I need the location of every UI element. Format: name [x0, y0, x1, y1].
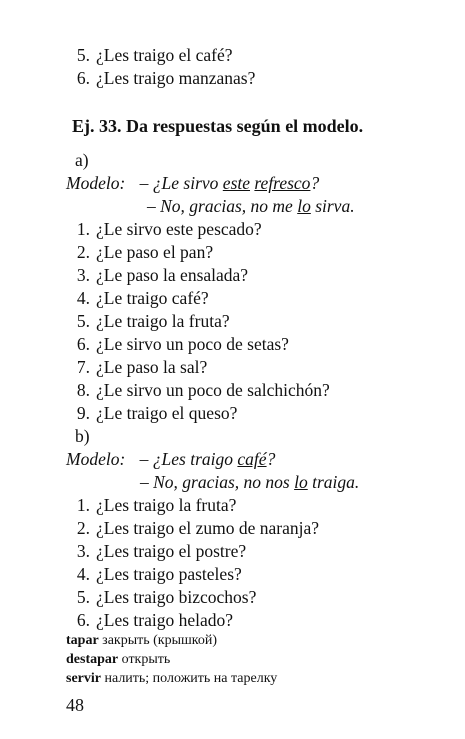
- item-number: 6.: [76, 610, 90, 630]
- list-item: [72, 402, 237, 424]
- item-number: 4.: [76, 564, 90, 584]
- exercise-title: Ej. 33. Da respuestas según el modelo.: [72, 116, 364, 136]
- model-a-suffix: sirva.: [310, 196, 355, 216]
- item-number: 1.: [76, 219, 90, 239]
- list-item: [72, 67, 255, 89]
- model-a-prefix: – No, gracias, no me: [147, 196, 298, 216]
- model-q-suffix: ?: [266, 449, 276, 469]
- page-number: 48: [66, 695, 84, 715]
- list-item: [72, 517, 319, 539]
- list-item: [72, 44, 233, 66]
- list-item: [72, 264, 248, 286]
- item-text: ¿Les traigo manzanas?: [96, 68, 256, 88]
- list-item: [72, 609, 233, 631]
- list-item: [72, 333, 289, 355]
- list-item: [72, 586, 256, 608]
- model-q-underlined: este: [222, 173, 251, 193]
- list-item: [72, 540, 246, 562]
- model-label: Modelo:: [66, 173, 126, 193]
- item-text: ¿Les traigo la fruta?: [96, 495, 237, 515]
- item-text: ¿Le traigo café?: [96, 288, 209, 308]
- glossary-term: tapar: [66, 633, 99, 648]
- item-number: 3.: [76, 541, 90, 561]
- item-text: ¿Les traigo bizcochos?: [96, 587, 257, 607]
- model-a-underlined: lo: [294, 472, 308, 492]
- item-number: 5.: [76, 311, 90, 331]
- item-number: 9.: [76, 403, 90, 423]
- item-text: ¿Les traigo el zumo de naranja?: [96, 518, 320, 538]
- item-text: ¿Le sirvo un poco de setas?: [96, 334, 289, 354]
- item-number: 2.: [76, 242, 90, 262]
- glossary-term: destapar: [66, 652, 119, 667]
- list-item: [72, 241, 213, 263]
- model-question-b: [66, 448, 275, 470]
- item-text: ¿Les traigo el café?: [96, 45, 233, 65]
- item-number: 2.: [76, 518, 90, 538]
- item-text: ¿Les traigo el postre?: [96, 541, 247, 561]
- glossary-entry: [66, 632, 217, 650]
- item-number: 4.: [76, 288, 90, 308]
- list-item: [72, 494, 236, 516]
- item-number: 3.: [76, 265, 90, 285]
- list-item: [72, 563, 242, 585]
- item-number: 5.: [76, 45, 90, 65]
- item-text: ¿Le traigo la fruta?: [96, 311, 230, 331]
- model-q-prefix: – ¿Le sirvo: [139, 173, 223, 193]
- model-question-a: [66, 172, 319, 194]
- item-number: 5.: [76, 587, 90, 607]
- item-text: ¿Les traigo helado?: [96, 610, 234, 630]
- model-answer-a: [147, 195, 355, 217]
- model-q-underlined: café: [237, 449, 267, 469]
- item-text: ¿Les traigo pasteles?: [96, 564, 242, 584]
- model-q-suffix: ?: [310, 173, 320, 193]
- item-text: ¿Le traigo el queso?: [96, 403, 238, 423]
- list-item: [72, 287, 209, 309]
- section-b-label: b): [75, 426, 90, 446]
- item-text: ¿Le paso el pan?: [96, 242, 214, 262]
- item-text: ¿Le sirvo este pescado?: [96, 219, 262, 239]
- item-number: 6.: [76, 68, 90, 88]
- glossary-entry: [66, 651, 170, 669]
- model-q-underlined: refresco: [254, 173, 311, 193]
- glossary-definition: налить; положить на тарелку: [100, 671, 278, 686]
- model-a-prefix: – No, gracias, no nos: [140, 472, 295, 492]
- model-label: Modelo:: [66, 449, 126, 469]
- list-item: [72, 218, 262, 240]
- glossary-definition: открыть: [118, 652, 171, 667]
- item-number: 1.: [76, 495, 90, 515]
- glossary-entry: [66, 670, 277, 688]
- model-q-prefix: – ¿Les traigo: [139, 449, 238, 469]
- glossary-term: servir: [66, 671, 101, 686]
- item-number: 6.: [76, 334, 90, 354]
- item-number: 7.: [76, 357, 90, 377]
- model-answer-b: [140, 471, 359, 493]
- model-a-suffix: traiga.: [307, 472, 360, 492]
- item-text: ¿Le paso la sal?: [96, 357, 208, 377]
- item-number: 8.: [76, 380, 90, 400]
- item-text: ¿Le paso la ensalada?: [96, 265, 249, 285]
- list-item: [72, 379, 330, 401]
- model-a-underlined: lo: [297, 196, 311, 216]
- list-item: [72, 310, 230, 332]
- glossary-definition: закрыть (крышкой): [98, 633, 218, 648]
- section-a-label: a): [75, 150, 89, 170]
- item-text: ¿Le sirvo un poco de salchichón?: [96, 380, 330, 400]
- list-item: [72, 356, 207, 378]
